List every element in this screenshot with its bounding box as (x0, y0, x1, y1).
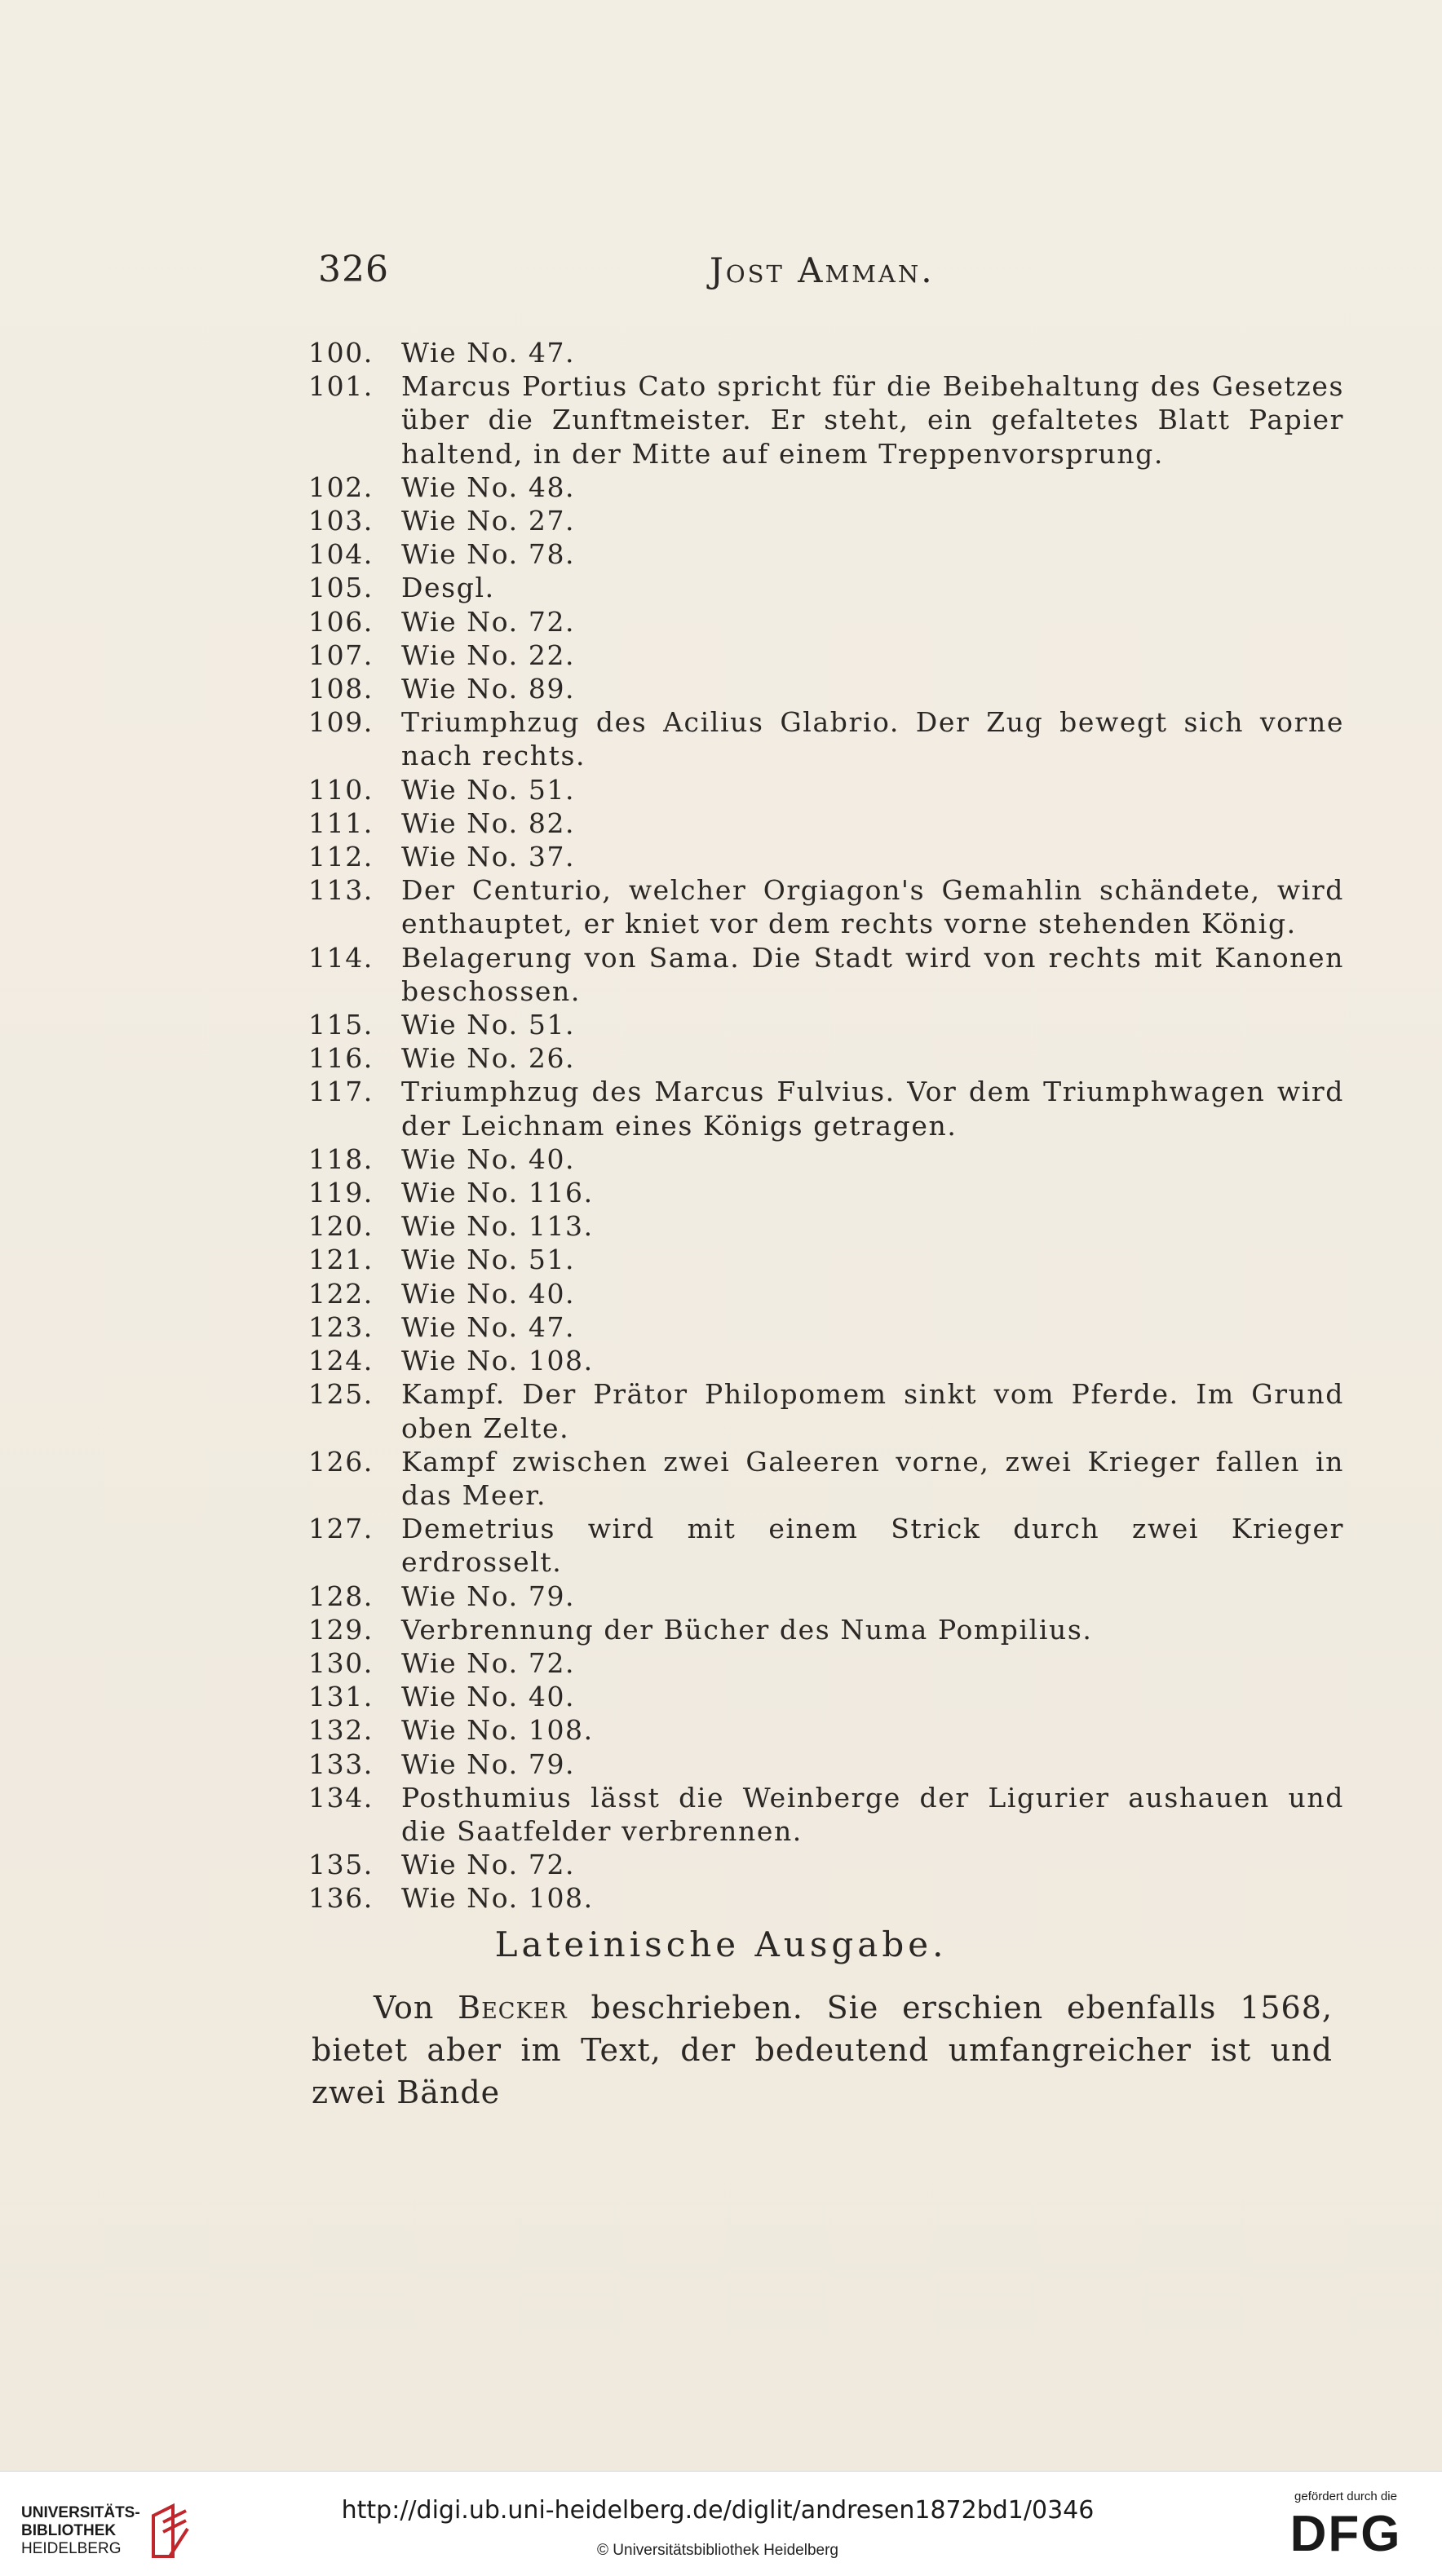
entry-text-line: enthauptet, er kniet vor dem rechts vorne stehenden König. (401, 908, 1297, 940)
entry-text-line: Wie No. 51. (401, 773, 576, 806)
entry-text (401, 1344, 1344, 1377)
entry-text-line: das Meer. (401, 1478, 547, 1511)
entry-text (401, 1041, 1344, 1075)
entry-number: 101. (308, 370, 374, 403)
entry-text (401, 1277, 1344, 1310)
paragraph-start: Von (374, 1990, 458, 2026)
funded-by-label: gefördert durch die (1294, 2490, 1397, 2503)
entry-text (401, 705, 1344, 772)
catalog-entry (308, 1041, 1344, 1075)
catalog-entry (308, 840, 1344, 873)
entry-text (401, 1713, 1344, 1747)
entry-text-line: Wie No. 40. (401, 1142, 576, 1175)
entry-number: 114. (308, 941, 374, 974)
entry-text-line: Posthumius lässt die Weinberge der Ligurier aushauen und (401, 1781, 1344, 1814)
entry-text-line: Wie No. 72. (401, 1849, 576, 1881)
entry-text (401, 1512, 1344, 1579)
catalog-entry-list (308, 336, 1344, 1915)
entry-number: 129. (308, 1613, 374, 1646)
catalog-entry (308, 1243, 1344, 1276)
entry-number: 127. (308, 1513, 374, 1545)
entry-number: 124. (308, 1345, 374, 1377)
entry-number: 100. (308, 337, 374, 369)
entry-text-line: über die Zunftmeister. Er steht, ein gefaltetes Blatt Papier (401, 404, 1344, 436)
entry-number: 116. (308, 1042, 374, 1075)
entry-text (401, 1209, 1344, 1243)
catalog-entry (308, 1344, 1344, 1377)
entry-text (401, 840, 1344, 873)
entry-text-line: Wie No. 82. (401, 806, 576, 839)
page-header (318, 249, 1338, 306)
catalog-entry (308, 336, 1344, 369)
entry-text (401, 1176, 1344, 1209)
section-title: Lateinische Ausgabe. (494, 1924, 948, 1964)
catalog-entry (308, 1848, 1344, 1881)
catalog-entry (308, 1680, 1344, 1713)
entry-text-line: Kampf zwischen zwei Galeeren vorne, zwei Krieger fallen in (401, 1445, 1344, 1478)
logo-line-2: BIBLIOTHEK (21, 2522, 117, 2539)
entry-text-line: Wie No. 108. (401, 1714, 594, 1747)
entry-text-line: Wie No. 116. (401, 1177, 594, 1209)
entry-text (401, 537, 1344, 571)
catalog-entry (308, 1713, 1344, 1747)
entry-number: 128. (308, 1580, 374, 1612)
catalog-entry (308, 1646, 1344, 1680)
entry-text (401, 1646, 1344, 1680)
catalog-entry (308, 1748, 1344, 1781)
entry-number: 131. (308, 1681, 374, 1713)
entry-text-line: Wie No. 37. (401, 841, 576, 873)
entry-text (401, 1613, 1344, 1646)
entry-text (401, 1680, 1344, 1713)
entry-text-line: Wie No. 72. (401, 1646, 576, 1679)
entry-text (401, 1781, 1344, 1848)
entry-number: 106. (308, 605, 374, 638)
catalog-entry (308, 369, 1344, 471)
entry-text-line: der Leichnam eines Königs getragen. (401, 1109, 958, 1142)
entry-text-line: Wie No. 47. (401, 1310, 576, 1343)
entry-text-line: Wie No. 72. (401, 605, 576, 638)
body-paragraph (312, 1986, 1333, 2114)
entry-text-line: Wie No. 79. (401, 1580, 576, 1612)
entry-text (401, 1580, 1344, 1613)
entry-text (401, 571, 1344, 604)
entry-text (401, 1310, 1344, 1344)
dfg-wordmark: DFG (1289, 2506, 1402, 2562)
entry-text-line: Verbrennung der Bücher des Numa Pompilius. (401, 1613, 1093, 1646)
entry-text (401, 336, 1344, 369)
entry-number: 132. (308, 1714, 374, 1747)
entry-text (401, 806, 1344, 840)
entry-text-line: die Saatfelder verbrennen. (401, 1814, 803, 1847)
entry-number: 105. (308, 572, 374, 604)
entry-text (401, 941, 1344, 1008)
catalog-entry (308, 471, 1344, 504)
ub-heidelberg-logo[interactable] (21, 2504, 140, 2558)
entry-text-line: Kampf. Der Prätor Philopomem sinkt vom Pferde. Im Grund (401, 1378, 1344, 1411)
entry-text-line: Wie No. 26. (401, 1042, 576, 1075)
entry-text-line: oben Zelte. (401, 1412, 570, 1444)
copyright-notice: © Universitätsbibliothek Heidelberg (597, 2542, 838, 2559)
entry-number: 117. (308, 1076, 374, 1108)
entry-number: 125. (308, 1378, 374, 1411)
entry-text (401, 1243, 1344, 1276)
entry-text-line: nach rechts. (401, 740, 586, 772)
entry-text (401, 471, 1344, 504)
entry-number: 110. (308, 773, 374, 806)
entry-text (401, 1848, 1344, 1881)
entry-text-line: Wie No. 113. (401, 1210, 594, 1243)
entry-text-line: Wie No. 27. (401, 505, 576, 537)
entry-number: 126. (308, 1445, 374, 1478)
entry-text (401, 605, 1344, 638)
catalog-entry (308, 571, 1344, 604)
catalog-entry (308, 1277, 1344, 1310)
entry-text (401, 504, 1344, 537)
catalog-entry (308, 1008, 1344, 1041)
entry-number: 130. (308, 1646, 374, 1679)
entry-number: 104. (308, 538, 374, 571)
paragraph-rest: beschrieben. Sie erschien ebenfalls 1568, bietet aber im Text, der bedeutend umfangreicher ist und zwei Bände (312, 1990, 1333, 2110)
entry-text (401, 1445, 1344, 1512)
entry-number: 136. (308, 1882, 374, 1915)
entry-number: 118. (308, 1142, 374, 1175)
entry-text (401, 1377, 1344, 1444)
entry-text-line: Wie No. 47. (401, 337, 576, 369)
catalog-entry (308, 1176, 1344, 1209)
entry-text (401, 1881, 1344, 1915)
entry-number: 102. (308, 471, 374, 503)
entry-text-line: Der Centurio, welcher Orgiagon's Gemahlin schändete, wird (401, 874, 1344, 907)
entry-text-line: haltend, in der Mitte auf einem Treppenvorsprung. (401, 437, 1164, 470)
entry-text-line: Marcus Portius Cato spricht für die Beibehaltung des Gesetzes (401, 370, 1344, 403)
page-number: 326 (318, 249, 389, 290)
entry-text-line: Triumphzug des Acilius Glabrio. Der Zug bewegt sich vorne (401, 706, 1344, 739)
catalog-entry (308, 1142, 1344, 1176)
entry-number: 115. (308, 1009, 374, 1041)
entry-text-line: Wie No. 40. (401, 1277, 576, 1310)
running-head: Jost Amman. (710, 250, 935, 290)
permalink-url[interactable]: http://digi.ub.uni-heidelberg.de/diglit/andresen1872bd1/0346 (341, 2496, 1095, 2525)
entry-number: 112. (308, 841, 374, 873)
entry-text-line: Belagerung von Sama. Die Stadt wird von rechts mit Kanonen (401, 941, 1344, 974)
catalog-entry (308, 941, 1344, 1008)
entry-text-line: Desgl. (401, 572, 495, 604)
entry-number: 122. (308, 1277, 374, 1310)
entry-number: 134. (308, 1781, 374, 1814)
entry-text-line: Wie No. 79. (401, 1748, 576, 1780)
entry-text-line: Wie No. 108. (401, 1345, 594, 1377)
catalog-entry (308, 773, 1344, 806)
catalog-entry (308, 672, 1344, 705)
entry-text (401, 369, 1344, 471)
entry-number: 109. (308, 706, 374, 739)
catalog-entry (308, 1377, 1344, 1444)
entry-text-line: Wie No. 108. (401, 1882, 594, 1915)
entry-text-line: Wie No. 40. (401, 1681, 576, 1713)
entry-number: 123. (308, 1310, 374, 1343)
entry-text-line: Wie No. 51. (401, 1009, 576, 1041)
entry-number: 120. (308, 1210, 374, 1243)
dfg-logo[interactable] (1272, 2490, 1419, 2563)
entry-text (401, 1142, 1344, 1176)
catalog-entry (308, 1781, 1344, 1848)
catalog-entry (308, 504, 1344, 537)
entry-number: 121. (308, 1244, 374, 1276)
entry-number: 107. (308, 638, 374, 671)
entry-text (401, 1008, 1344, 1041)
entry-text-line: beschossen. (401, 974, 581, 1007)
entry-text-line: Triumphzug des Marcus Fulvius. Vor dem Triumphwagen wird (401, 1076, 1344, 1108)
catalog-entry (308, 705, 1344, 772)
catalog-entry (308, 806, 1344, 840)
catalog-entry (308, 638, 1344, 672)
logo-line-1: UNIVERSITÄTS- (21, 2504, 140, 2521)
entry-text-line: Wie No. 48. (401, 471, 576, 503)
author-name: Becker (458, 1990, 568, 2026)
entry-text-line: Wie No. 51. (401, 1244, 576, 1276)
entry-text (401, 1075, 1344, 1142)
entry-text (401, 672, 1344, 705)
entry-number: 135. (308, 1849, 374, 1881)
footer-bar (0, 2471, 1442, 2576)
entry-number: 133. (308, 1748, 374, 1780)
catalog-entry (308, 1310, 1344, 1344)
ub-logo-mark-icon (145, 2499, 194, 2561)
entry-number: 108. (308, 673, 374, 705)
catalog-entry (308, 1613, 1344, 1646)
catalog-entry (308, 873, 1344, 940)
logo-line-3: HEIDELBERG (21, 2540, 122, 2557)
catalog-entry (308, 537, 1344, 571)
entry-number: 119. (308, 1177, 374, 1209)
catalog-entry (308, 605, 1344, 638)
entry-number: 111. (308, 806, 374, 839)
entry-text-line: Demetrius wird mit einem Strick durch zwei Krieger erdrosselt. (401, 1513, 1344, 1579)
catalog-entry (308, 1445, 1344, 1512)
catalog-entry (308, 1075, 1344, 1142)
catalog-entry (308, 1580, 1344, 1613)
entry-text-line: Wie No. 89. (401, 673, 576, 705)
entry-text (401, 873, 1344, 940)
entry-text (401, 1748, 1344, 1781)
entry-number: 103. (308, 505, 374, 537)
entry-number: 113. (308, 874, 374, 907)
catalog-entry (308, 1209, 1344, 1243)
catalog-entry (308, 1512, 1344, 1579)
entry-text-line: Wie No. 22. (401, 638, 576, 671)
catalog-entry (308, 1881, 1344, 1915)
entry-text (401, 773, 1344, 806)
entry-text (401, 638, 1344, 672)
entry-text-line: Wie No. 78. (401, 538, 576, 571)
